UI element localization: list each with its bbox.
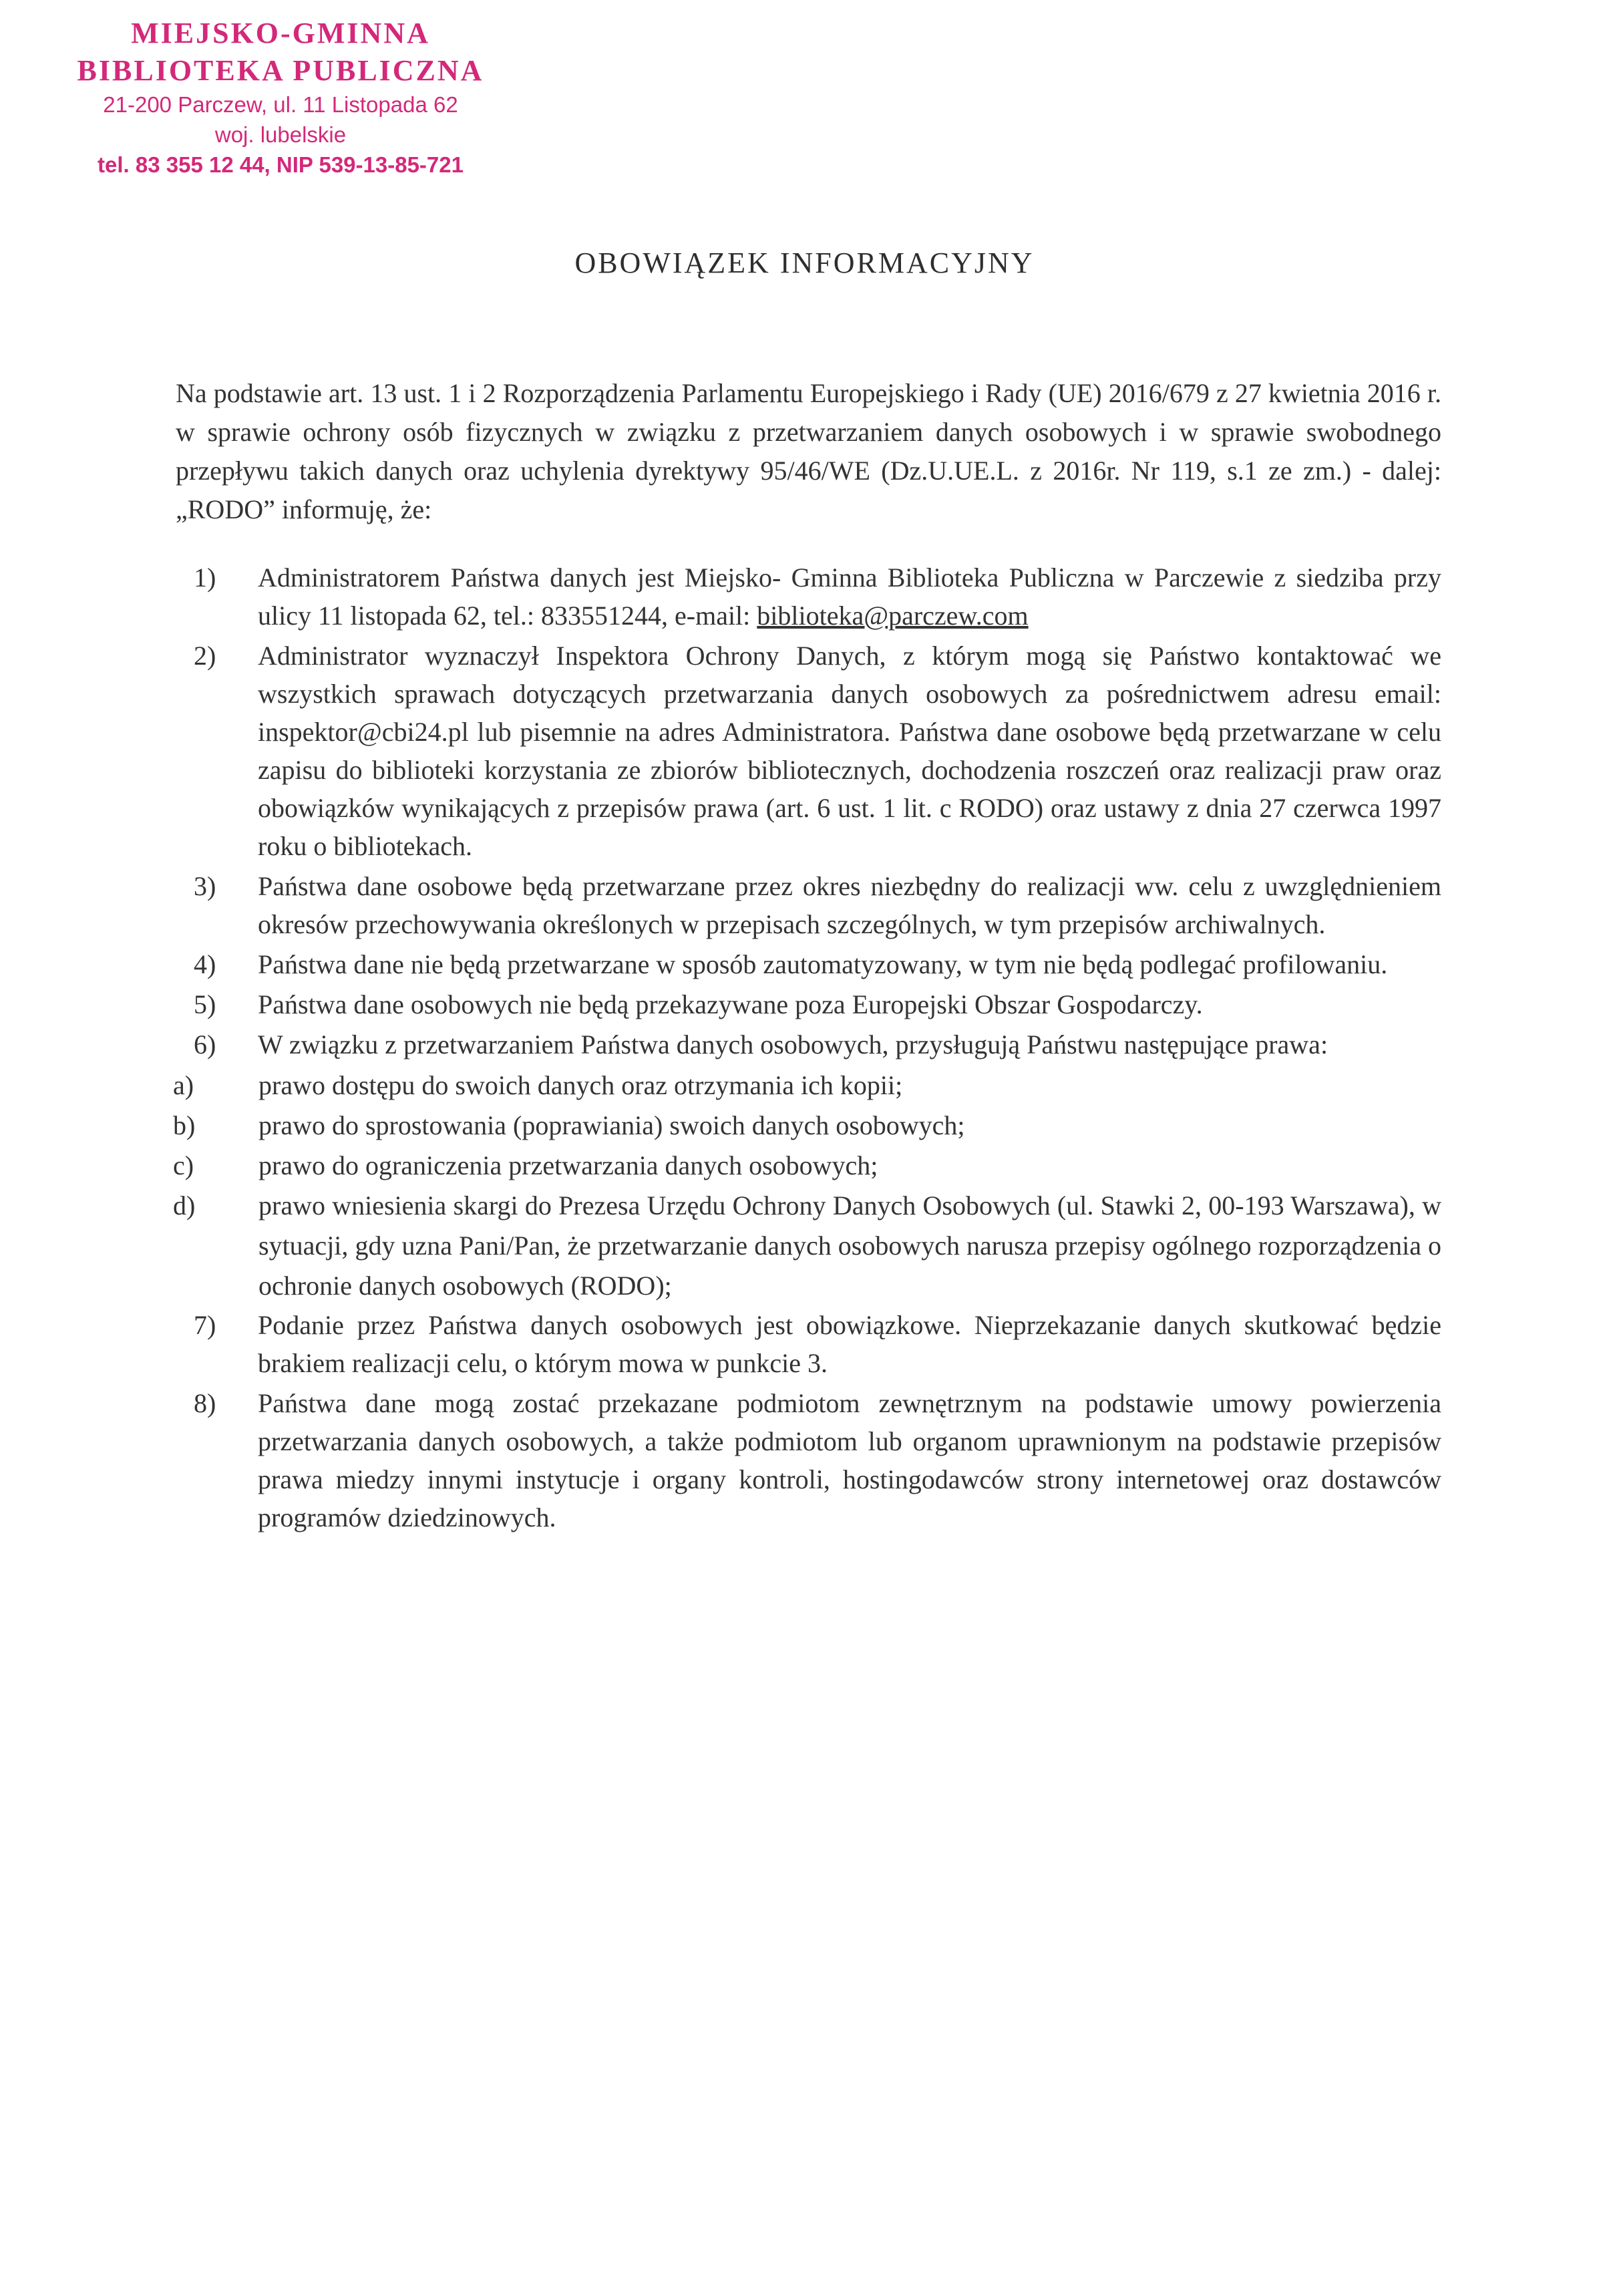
document-title: OBOWIĄZEK INFORMACYJNY: [574, 247, 1035, 279]
list-item-number: 1): [194, 562, 216, 593]
list-item: [194, 945, 1441, 983]
list-item-text: Podanie przez Państwa danych osobowych jest obowiązkowe. Nieprzekazanie danych skutkować będzie brakiem realizacji celu, o którym mowa w punkcie 3.: [258, 1310, 1441, 1378]
list-item-number: 4): [194, 949, 216, 979]
rights-subitem: [173, 1146, 1441, 1186]
stamp-line-contact: tel. 83 355 12 44, NIP 539-13-85-721: [98, 152, 464, 177]
subitem-letter: c): [173, 1150, 194, 1180]
email-link[interactable]: biblioteka@parczew.com: [757, 601, 1029, 631]
subitem-letter: b): [173, 1110, 196, 1140]
list-item: [194, 985, 1441, 1023]
list-item-text: [258, 558, 1441, 635]
subitem-text: prawo wniesienia skargi do Prezesa Urzędu Ochrony Danych Osobowych (ul. Stawki 2, 00-193 Warszawa), w sytuacji, gdy uzna Pani/Pan, że przetwarzanie danych osobowych narusza przepisy ogólnego rozporządzenia o ochronie danych osobowych (RODO);: [258, 1190, 1441, 1301]
list-item: [194, 637, 1441, 865]
stamp-line-name-1: MIEJSKO-GMINNA: [131, 17, 430, 49]
list-item-number: 6): [194, 1029, 216, 1059]
rights-subitem: [173, 1065, 1441, 1106]
information-list: [173, 558, 1441, 1538]
rights-subitem: [173, 1106, 1441, 1146]
list-item: [194, 1306, 1441, 1382]
list-item-number: 2): [194, 641, 216, 671]
list-item: [194, 867, 1441, 943]
stamp-line-region: woj. lubelskie: [214, 122, 347, 147]
intro-paragraph: Na podstawie art. 13 ust. 1 i 2 Rozporządzenia Parlamentu Europejskiego i Rady (UE) 2016/679 z 27 kwietnia 2016 r. w sprawie ochrony osób fizycznych w związku z przetwarzaniem danych osobowych i w sprawie swobodnego przepływu takich danych oraz uchylenia dyrektywy 95/46/WE (Dz.U.UE.L. z 2016r. Nr 119, s.1 ze zm.) - dalej: „RODO” informuję, że:: [176, 378, 1441, 524]
list-item-text: Administrator wyznaczył Inspektora Ochrony Danych, z którym mogą się Państwo kontaktować we wszystkich sprawach dotyczących przetwarzania danych osobowych za pośrednictwem adresu email: inspektor@cbi24.pl lub pisemnie na adres Administratora. Państwa dane osobowe będą przetwarzane w celu zapisu do biblioteki korzystania ze zbiorów bibliotecznych, dochodzenia roszczeń oraz realizacji praw oraz obowiązków wynikających z przepisów prawa (art. 6 ust. 1 lit. c RODO) oraz ustawy z dnia 27 czerwca 1997 roku o bibliotekach.: [258, 641, 1441, 861]
list-item-number: 7): [194, 1310, 216, 1340]
list-item-number: 5): [194, 989, 216, 1019]
subitem-text: prawo dostępu do swoich danych oraz otrzymania ich kopii;: [258, 1070, 903, 1100]
stamp-line-name-2: BIBLIOTEKA PUBLICZNA: [77, 54, 484, 87]
list-item: [194, 558, 1441, 635]
list-item: [194, 1384, 1441, 1536]
list-item-text: W związku z przetwarzaniem Państwa danych osobowych, przysługują Państwu następujące prawa:: [258, 1029, 1328, 1059]
list-item-text: Państwa dane osobowych nie będą przekazywane poza Europejski Obszar Gospodarczy.: [258, 989, 1203, 1019]
subitem-letter: a): [173, 1070, 194, 1100]
subitem-text: prawo do ograniczenia przetwarzania danych osobowych;: [258, 1150, 878, 1180]
library-stamp: [53, 15, 508, 180]
list-item: [194, 1025, 1441, 1063]
list-item-text: Państwa dane mogą zostać przekazane podmiotom zewnętrznym na podstawie umowy powierzenia przetwarzania danych osobowych, a także podmiotom lub organom uprawnionym na podstawie przepisów prawa miedzy innymi instytucje i organy kontroli, hostingodawców strony internetowej oraz dostawców programów dziedzinowych.: [258, 1388, 1441, 1532]
list-item-text: Państwa dane osobowe będą przetwarzane przez okres niezbędny do realizacji ww. celu z uwzględnieniem okresów przechowywania określonych w przepisach szczególnych, w tym przepisów archiwalnych.: [258, 871, 1441, 939]
rights-subitem: [173, 1186, 1441, 1306]
stamp-line-address: 21-200 Parczew, ul. 11 Listopada 62: [103, 92, 458, 117]
list-item-text-body: Administratorem Państwa danych jest Miejsko- Gminna Biblioteka Publiczna w Parczewie z siedziba przy ulicy 11 listopada 62, tel.: 833551244, e-mail:: [258, 562, 1441, 631]
list-item-number: 8): [194, 1388, 216, 1418]
list-item-text: Państwa dane nie będą przetwarzane w sposób zautomatyzowany, w tym nie będą podlegać profilowaniu.: [258, 949, 1388, 979]
subitem-text: prawo do sprostowania (poprawiania) swoich danych osobowych;: [258, 1110, 965, 1140]
list-item-number: 3): [194, 871, 216, 901]
subitem-letter: d): [173, 1190, 196, 1220]
